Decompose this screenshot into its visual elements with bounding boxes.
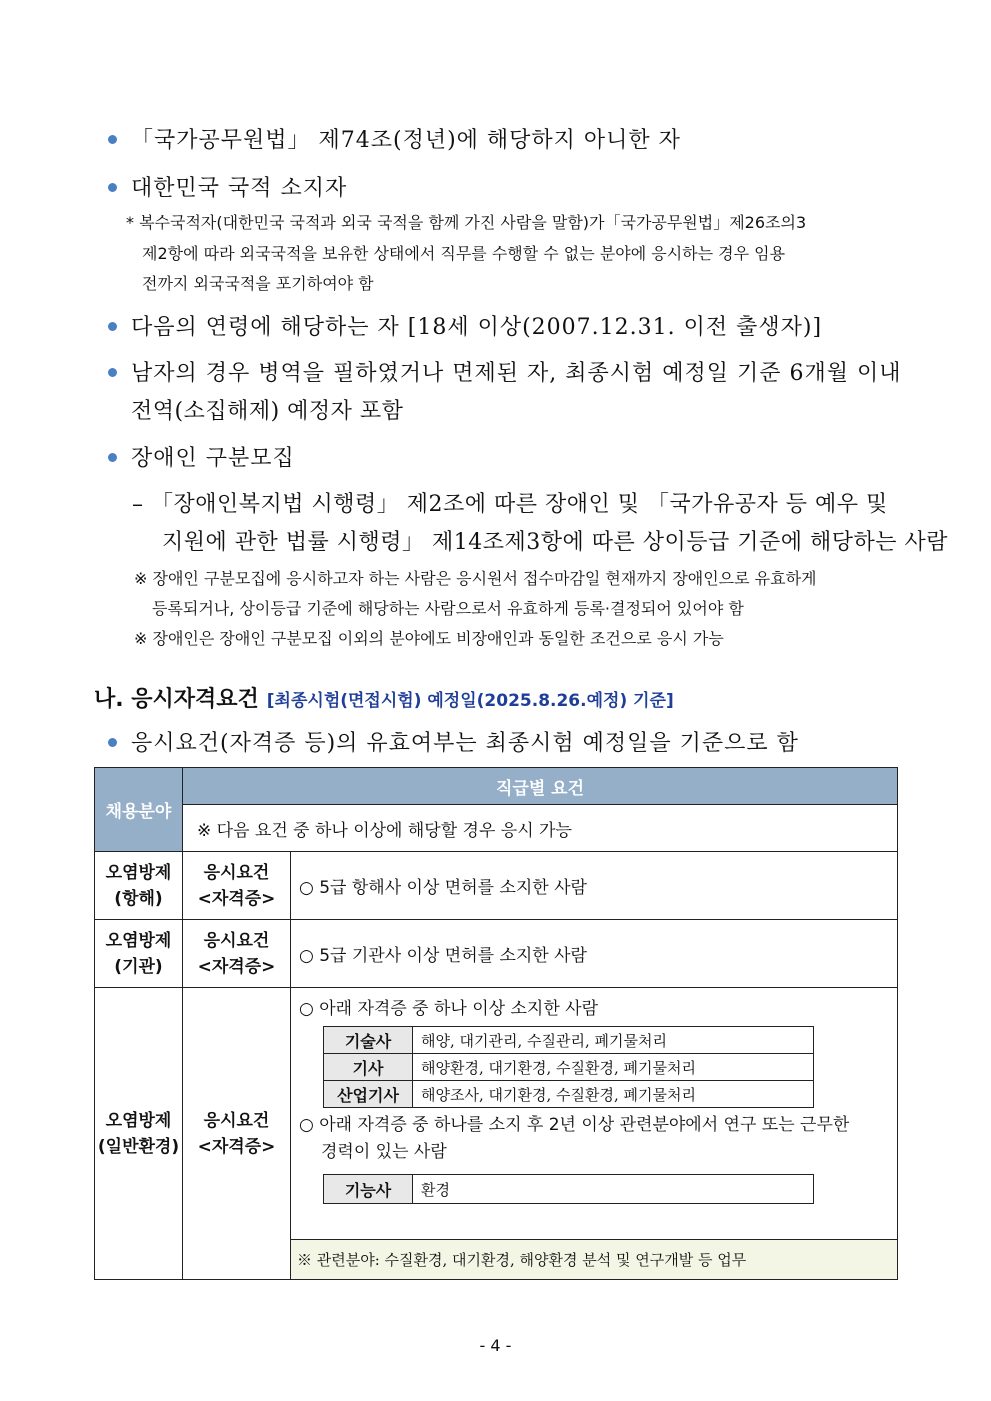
- disabled-note-2: 등록되거나, 상이등급 기준에 해당하는 사람으로서 유효하게 등록·결정되어 있어야 함: [152, 599, 744, 618]
- nationality-note-1: * 복수국적자(대한민국 국적과 외국 국적을 함께 가진 사람을 말함)가「국가공무원법」제26조의3: [126, 213, 807, 232]
- header-requirements: 직급별 요건: [183, 768, 898, 805]
- header-field: 채용분야: [95, 768, 183, 852]
- bullet-dot-icon: [108, 135, 117, 144]
- table-row: [95, 920, 898, 988]
- table-intro: ※ 다음 요건 중 하나 이상에 해당할 경우 응시 가능: [183, 805, 898, 852]
- cert-table-2: [323, 1174, 814, 1204]
- cert-table-1: [323, 1026, 814, 1108]
- cert-row: 기능사 환경: [324, 1175, 814, 1204]
- nationality-note-2: 제2항에 따라 외국국적을 보유한 상태에서 직무를 수행할 수 없는 분야에 응시하는 경우 임용: [142, 244, 786, 263]
- field-cell: 오염방제 (항해): [95, 852, 183, 920]
- field-cell: 오염방제 (기관): [95, 920, 183, 988]
- disabled-dash-2: 지원에 관한 법률 시행령」 제14조제3항에 따른 상이등급 기준에 해당하는 사람: [162, 530, 948, 555]
- nationality-note-3: 전까지 외국국적을 포기하여야 함: [142, 274, 374, 293]
- section-heading: [94, 682, 674, 713]
- cert-row: 기술사 해양, 대기관리, 수질관리, 폐기물처리: [324, 1027, 814, 1054]
- bullet-military: 남자의 경우 병역을 필하였거나 면제된 자, 최종시험 예정일 기준 6개월 이내: [108, 356, 901, 387]
- bullet-dot-icon: [108, 453, 117, 462]
- disabled-dash-1: – 「장애인복지법 시행령」 제2조에 따른 장애인 및 「국가유공자 등 예우 및: [132, 492, 888, 517]
- field-cell: 오염방제 (일반환경): [95, 988, 183, 1280]
- bullet-dot-icon: [108, 322, 117, 331]
- page-number: - 4 -: [479, 1336, 512, 1355]
- military-continuation: 전역(소집해제) 예정자 포함: [131, 399, 404, 424]
- bullet-age: 다음의 연령에 해당하는 자 [18세 이상(2007.12.31. 이전 출생자)]: [108, 310, 822, 341]
- bullet-dot-icon: [108, 738, 117, 747]
- general-req-line1: ○ 아래 자격증 중 하나 이상 소지한 사람: [299, 999, 598, 1019]
- bullet-disabled: 장애인 구분모집: [108, 441, 295, 472]
- table-row: [95, 988, 898, 1240]
- general-req-line2: ○ 아래 자격증 중 하나를 소지 후 2년 이상 관련분야에서 연구 또는 근무한 경력이 있는 사람: [299, 1115, 850, 1162]
- cert-row: 기사 해양환경, 대기환경, 수질환경, 폐기물처리: [324, 1054, 814, 1081]
- req-type-cell: 응시요건 <자격증>: [183, 988, 291, 1280]
- general-req-cell: [291, 988, 898, 1240]
- req-text: ○ 5급 기관사 이상 면허를 소지한 사람: [291, 920, 898, 988]
- table-row: [95, 852, 898, 920]
- req-type-cell: 응시요건 <자격증>: [183, 852, 291, 920]
- cert-row: 산업기사 해양조사, 대기환경, 수질환경, 폐기물처리: [324, 1081, 814, 1108]
- section-title: 나. 응시자격요건: [94, 687, 259, 712]
- requirements-table: [94, 767, 898, 1280]
- bullet-validity: 응시요건(자격증 등)의 유효여부는 최종시험 예정일을 기준으로 함: [108, 726, 799, 757]
- bullet-dot-icon: [108, 368, 117, 377]
- disabled-note-1: ※ 장애인 구분모집에 응시하고자 하는 사람은 응시원서 접수마감일 현재까지 장애인으로 유효하게: [134, 569, 817, 588]
- general-footnote: ※ 관련분야: 수질환경, 대기환경, 해양환경 분석 및 연구개발 등 업무: [291, 1240, 898, 1280]
- bullet-retirement: 「국가공무원법」 제74조(정년)에 해당하지 아니한 자: [108, 123, 681, 154]
- disabled-note-3: ※ 장애인은 장애인 구분모집 이외의 분야에도 비장애인과 동일한 조건으로 응시 가능: [134, 629, 724, 648]
- req-text: ○ 5급 항해사 이상 면허를 소지한 사람: [291, 852, 898, 920]
- section-subtitle: [최종시험(면접시험) 예정일(2025.8.26.예정) 기준]: [266, 691, 674, 711]
- bullet-nationality: 대한민국 국적 소지자: [108, 171, 347, 202]
- bullet-dot-icon: [108, 183, 117, 192]
- req-type-cell: 응시요건 <자격증>: [183, 920, 291, 988]
